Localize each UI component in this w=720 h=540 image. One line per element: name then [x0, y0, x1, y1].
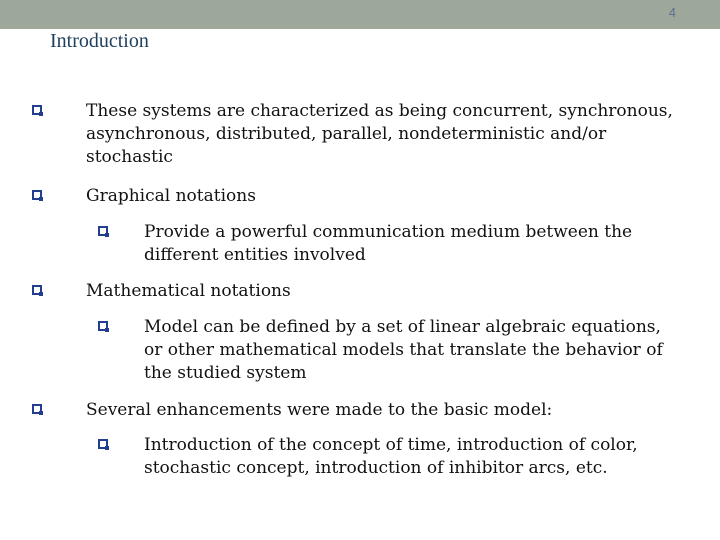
bullet-text: Provide a powerful communication medium between the different entities involved	[144, 222, 633, 265]
checkbox-bullet-icon	[98, 321, 108, 331]
bullet-text: Mathematical notations	[86, 281, 291, 301]
checkbox-bullet-icon	[98, 226, 108, 236]
checkbox-bullet-icon	[98, 439, 108, 449]
slide-title: Introduction	[50, 30, 149, 52]
checkbox-bullet-icon	[32, 190, 42, 200]
checkbox-bullet-icon	[32, 404, 42, 414]
checkbox-bullet-icon	[32, 105, 42, 115]
bullet-text: Several enhancements were made to the basic model:	[86, 400, 553, 420]
bullet-text: Model can be defined by a set of linear algebraic equations, or other mathematical models that translate the behavior of the studied system	[144, 317, 663, 383]
bullet-text: Introduction of the concept of time, introduction of color, stochastic concept, introduction of inhibitor arcs, etc.	[144, 435, 638, 478]
bullet-text: Graphical notations	[86, 186, 256, 206]
bullet-text: These systems are characterized as being concurrent, synchronous, asynchronous, distributed, parallel, nondeterministic and/or stochastic	[86, 101, 673, 167]
slide-number: 4	[668, 5, 676, 20]
checkbox-bullet-icon	[32, 285, 42, 295]
